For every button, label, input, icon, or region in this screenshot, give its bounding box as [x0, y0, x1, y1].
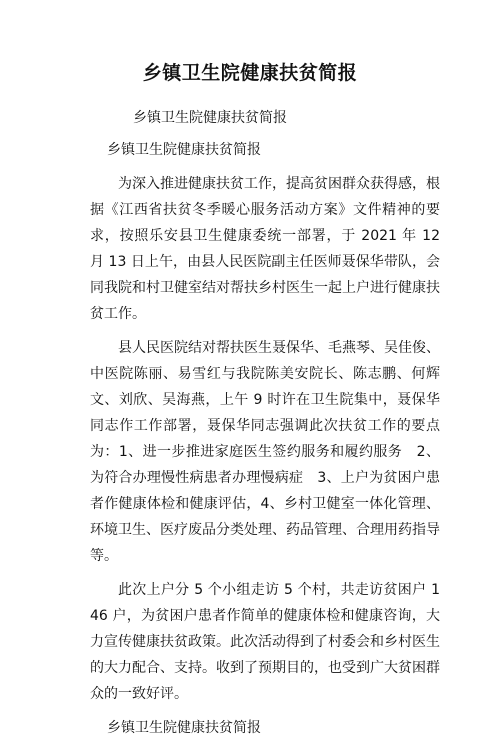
document-title: 乡镇卫生院健康扶贫简报	[142, 62, 358, 84]
document-subtitle: 乡镇卫生院健康扶贫简报	[133, 110, 287, 126]
document-subtitle-repeat: 乡镇卫生院健康扶贫简报	[107, 142, 261, 158]
paragraph-intro: 为深入推进健康扶贫工作，提高贫困群众获得感，根据《江西省扶贫冬季暖心服务活动方案》文件精神的要求，按照乐安县卫生健康委统一部署，于 2021 年 12 月 13 日上午，由县人民医院副主任医师聂保华带队，会同我院和村卫健室结对帮扶乡村医生一起上户进行健康扶贫工作。	[90, 176, 440, 322]
paragraph-results: 此次上户分 5 个小组走访 5 个村，共走访贫困户 146 户，为贫困户患者作简单的健康体检和健康咨询，大力宣传健康扶贫政策。此次活动得到了村委会和乡村医生的大力配合、支持。收到了预期目的，也受到广大贫困群众的一致好评。	[90, 582, 440, 702]
document-footer: 乡镇卫生院健康扶贫简报	[107, 720, 261, 736]
paragraph-participants: 县人民医院结对帮扶医生聂保华、毛燕琴、吴佳俊、中医院陈丽、易雪红与我院陈美安院长、陈志鹏、何辉文、刘欣、吴海燕，上午 9 时许在卫生院集中，聂保华同志作工作部署，聂保华同志强调此次扶贫工作的要点为：1、进一步推进家庭医生签约服务和履约服务 2、为符合办理慢性病患者办理慢病症 3、上户为贫困户患者作健康体检和健康评估，4、乡村卫健室一体化管理、环境卫生、医疗废品分类处理、药品管理、合理用药指导等。	[90, 340, 440, 564]
